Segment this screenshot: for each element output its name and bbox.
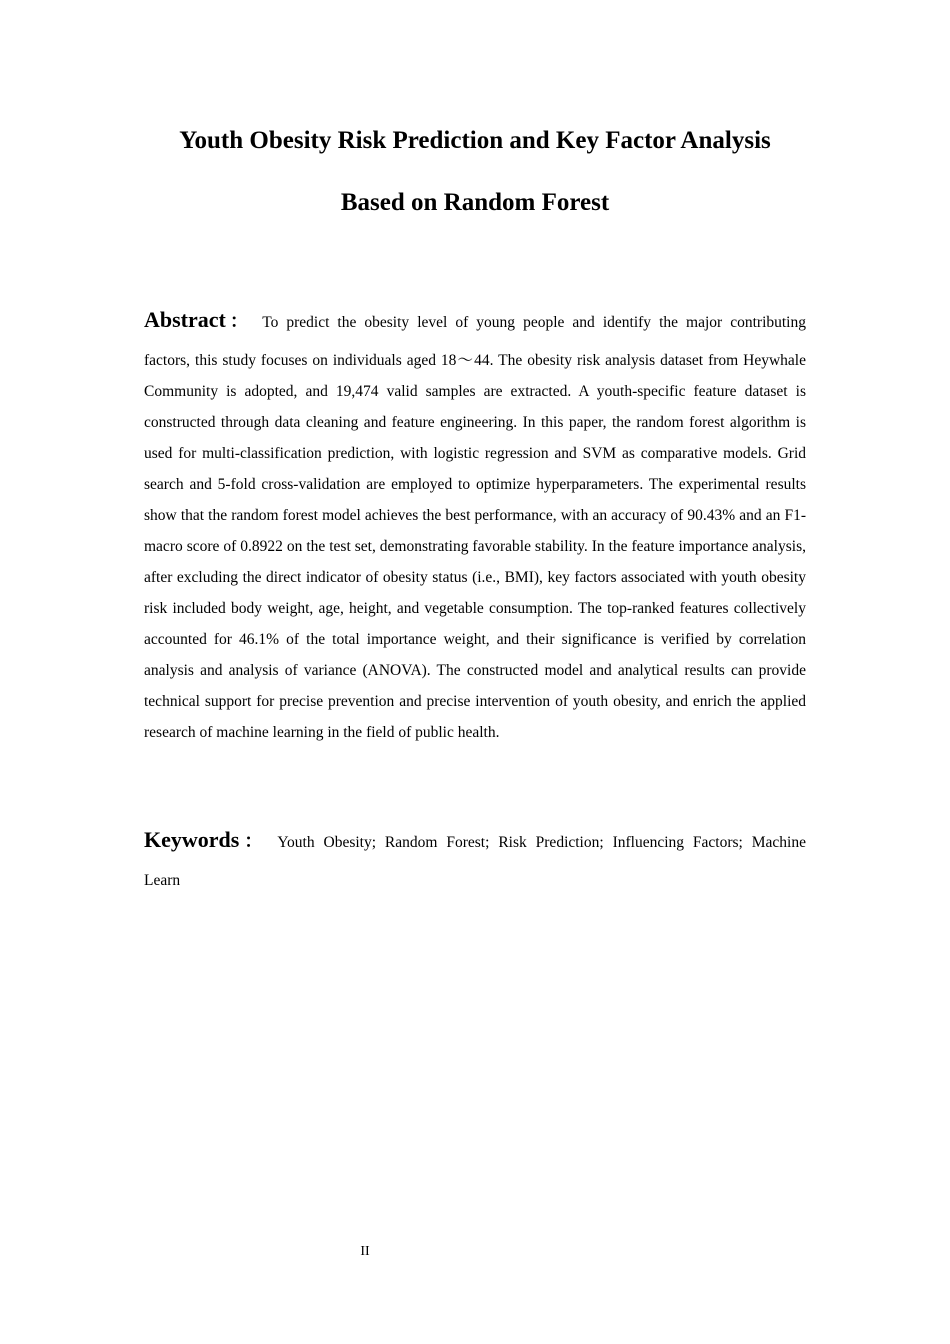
keywords-label: Keywords <box>144 827 240 852</box>
keywords-first-line <box>144 821 806 862</box>
keywords-section <box>144 821 806 896</box>
keywords-colon: ： <box>239 831 268 851</box>
abstract-section <box>144 301 806 748</box>
abstract-first-line <box>144 301 806 342</box>
paper-title-line-1: Youth Obesity Risk Prediction and Key Factor Analysis <box>179 127 771 154</box>
abstract-label: Abstract <box>144 307 226 332</box>
abstract-colon: ： <box>225 311 253 331</box>
page-number: II <box>360 1244 370 1259</box>
keywords-first-line-text: Youth Obesity; Random Forest; Risk Prediction; Influencing Factors; Machine <box>277 834 806 851</box>
paper-title-line-2: Based on Random Forest <box>340 189 610 216</box>
abstract-first-line-text: To predict the obesity level of young people and identify the major contributing <box>262 314 806 331</box>
abstract-text: factors, this study focuses on individuals aged 18～44. The obesity risk analysis dataset from Heywhale Community is adopted, and 19,474 valid samples are extracted. A youth-specific feature dataset is constructed through data cleaning and feature engineering. In this paper, the random forest algorithm is used for multi-classification prediction, with logistic regression and SVM as comparative models. Grid search and 5-fold cross-validation are employed to optimize hyperparameters. The experimental results show that the random forest model achieves the best performance, with an accuracy of 90.43% and an F1-macro score of 0.8922 on the test set, demonstrating favorable stability. In the feature importance analysis, after excluding the direct indicator of obesity status (i.e., BMI), key factors associated with youth obesity risk included body weight, age, height, and vegetable consumption. The top-ranked features collectively accounted for 46.1% of the total importance weight, and their significance is verified by correlation analysis and analysis of variance (ANOVA). The constructed model and analytical results can provide technical support for precise prevention and precise intervention of youth obesity, and enrich the applied research of machine learning in the field of public health. <box>144 352 806 741</box>
keywords-text: Learn <box>144 872 181 889</box>
